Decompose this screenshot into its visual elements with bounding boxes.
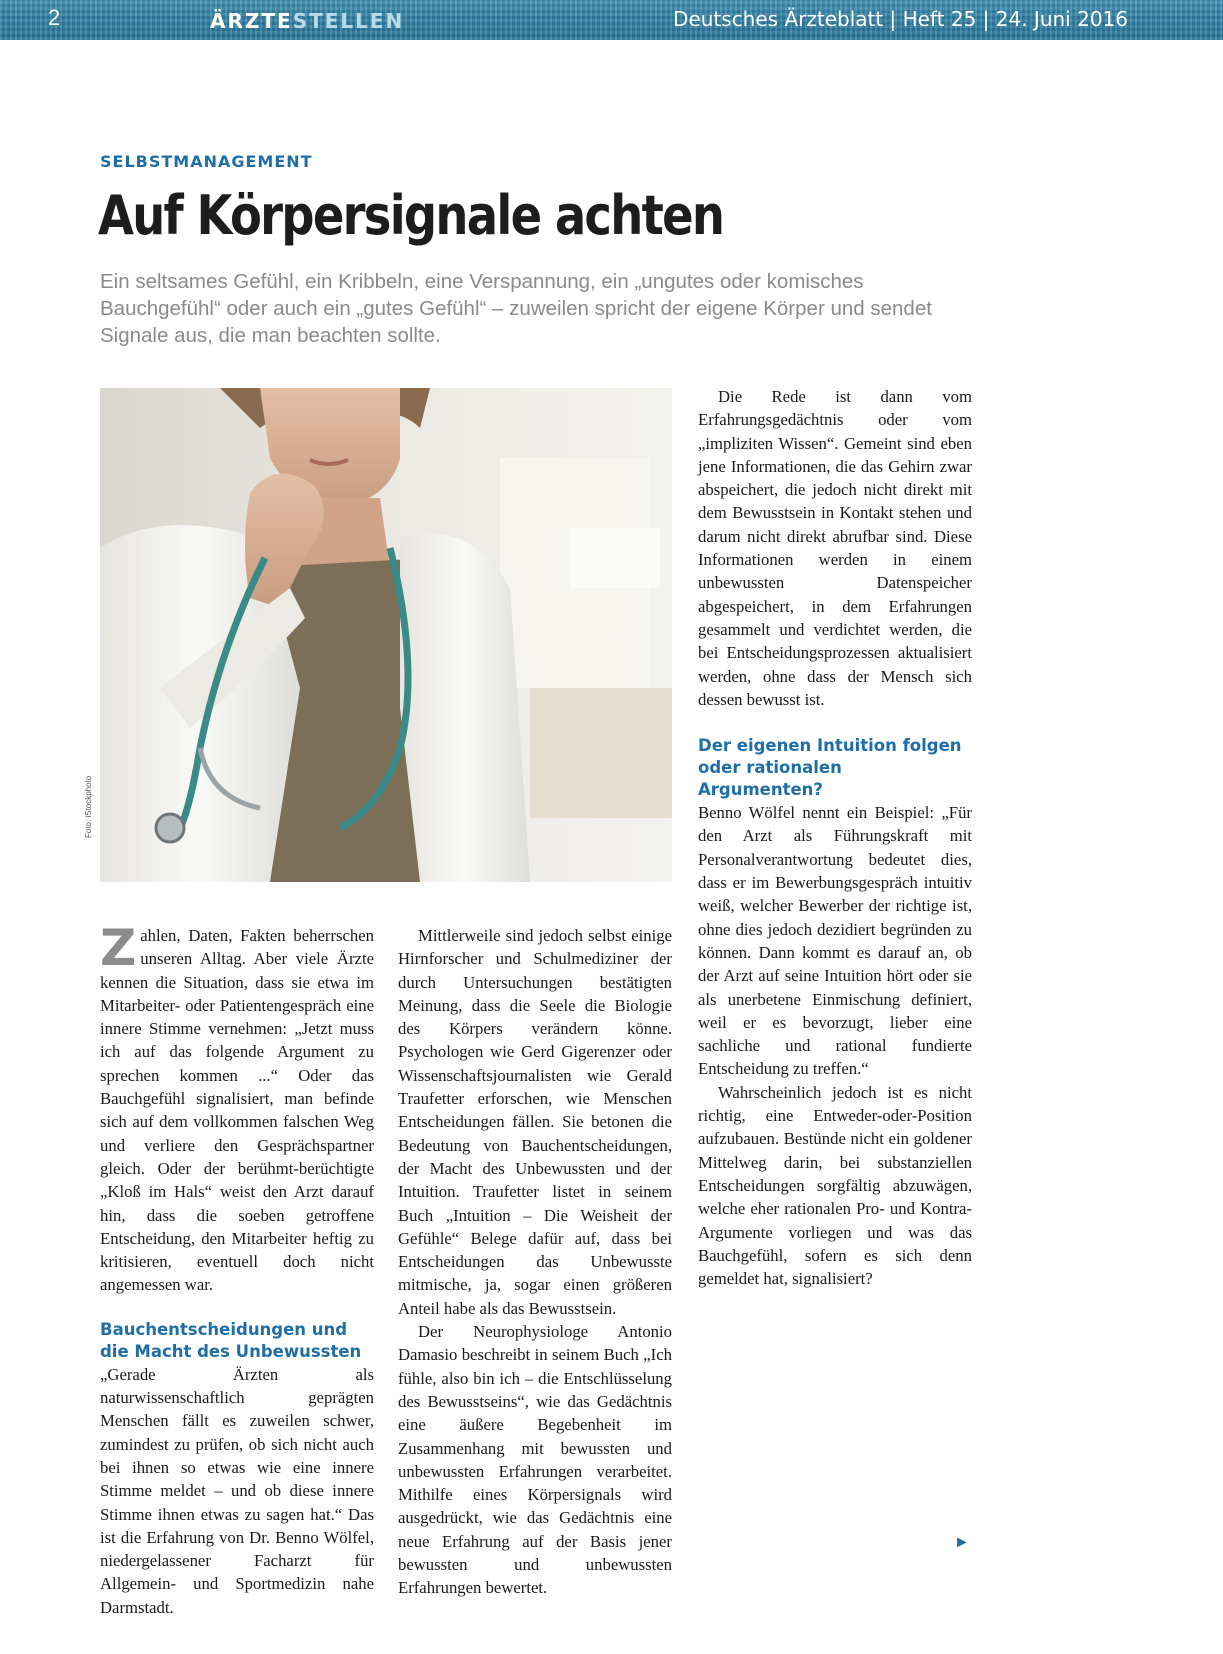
issue-info: Deutsches Ärzteblatt | Heft 25 | 24. Juni 2016: [673, 7, 1128, 31]
paragraph-2: „Gerade Ärzten als naturwissenschaftlich geprägten Menschen fällt es zuweilen schwer, zumindest zu prüfen, ob sich nicht auch bei ihnen so etwas wie eine innere Stimme meldet – und ob diese innere Stimme ihnen etwas zu sagen hat.“ Das ist die Erfahrung von Dr. Benno Wölfel, niedergelassener Facharzt für Allgemein- und Sportmedizin nahe Darmstadt.: [100, 1364, 374, 1617]
drop-cap: Z: [100, 919, 137, 977]
subheading-1: Bauchentscheidungen und die Macht des Unbewussten: [100, 1319, 362, 1361]
section-logo-part2: STELLEN: [292, 9, 405, 33]
paragraph-6: Benno Wölfel nennt ein Beispiel: „Für den Arzt als Führungskraft mit Personalverantwortung bedeutet dies, dass er im Bewerbungsgespräch intuitiv weiß, welcher Bewerber der richtige ist, ohne dies jedoch dezidiert begründen zu können. Dann kommt es darauf an, ob der Arzt auf seine Intuition hört oder sie als unerbetene Einmischung definiert, weil er es bevorzugt, lieber eine sachliche und rational fundierte Entscheidung zu treffen.“: [698, 803, 972, 1079]
subheading-2: Der eigenen Intuition folgen oder rationalen Argumenten?: [698, 736, 962, 800]
article-lead: Ein seltsames Gefühl, ein Kribbeln, eine Verspannung, ein „ungutes oder komisches Bauchgefühl“ oder auch ein „gutes Gefühl“ – zuweilen spricht der eigene Körper und sendet Signale aus, die man beachten sollte.: [100, 270, 932, 347]
section-logo-part1: ÄRZTE: [210, 9, 293, 33]
paragraph-3: Mittlerweile sind jedoch selbst einige Hirnforscher und Schulmediziner der durch Untersuchungen bestätigten Meinung, dass die Seele die Biologie des Körpers verändern könne. Psychologen wie Gerd Gigerenzer oder Wissenschaftsjournalisten wie Gerald Traufetter erforschen, wie Menschen Entscheidungen fällen. Sie betonen die Bedeutung von Bauchentscheidungen, der Macht des Unbewussten und der Intuition. Traufetter listet in seinem Buch „Intuition – Die Weisheit der Gefühle“ Belege dafür auf, dass bei Entscheidungen das Unbewusste mitmische, ja, sogar einen größeren Anteil habe als das Bewusstsein.: [398, 926, 672, 1318]
page-number: 2: [48, 5, 61, 30]
photo-credit: Foto: iStockphoto: [84, 775, 93, 838]
paragraph-1: [100, 919, 374, 1297]
paragraph-7: Wahrscheinlich jedoch ist es nicht richtig, eine Entweder-oder-Position aufzubauen. Bestünde nicht ein goldener Mittelweg darin, bei substanziellen Entscheidungen sorgfältig abzuwägen, welche eher rationalen Pro- und Kontra-Argumente vorliegen und was das Bauchgefühl, sofern es sich denn gemeldet hat, signalisiert?: [698, 1082, 972, 1289]
paragraph-4: Der Neurophysiologe Antonio Damasio beschreibt in seinem Buch „Ich fühle, also bin ich – die Entschlüsselung des Bewusstseins“, wie das Gedächtnis eine äußere Begebenheit im Zusammenhang mit bewussten und unbewussten Erfahrungen verarbeitet. Mithilfe eines Körpersignals wird ausgedrückt, wie das Gedächtnis eine neue Erfahrung auf der Basis jener bewussten und unbewussten Erfahrungen bewertet.: [398, 1322, 672, 1598]
page-header: [0, 0, 1223, 40]
article-title: Auf Körpersignale achten: [98, 184, 724, 247]
paragraph-1-text: ahlen, Daten, Fakten beherrschen unseren Alltag. Aber viele Ärzte kennen die Situation, dass sie etwa im Mitarbeiter- oder Patientengespräch eine innere Stimme vernehmen: „Jetzt muss ich auf das folgende Argument zu sprechen kommen ...“ Oder das Bauchgefühl signalisiert, man befinde sich auf dem vollkommen falschen Weg und verliere den Gesprächspartner gleich. Oder der berühmt-berüchtigte „Kloß im Hals“ weist den Arzt darauf hin, dass die soeben getroffene Entscheidung, den Mitarbeiter heftig zu kritisieren, eventuell doch nicht angemessen war.: [100, 926, 374, 1295]
paragraph-5: Die Rede ist dann vom Erfahrungsgedächtnis oder vom „impliziten Wissen“. Gemeint sind eben jene Informationen, die das Gehirn zwar abspeichert, die jedoch nicht direkt mit dem Bewusstsein in Kontakt stehen und darum nicht direkt abrufbar sind. Diese Informationen werden in einem unbewussten Datenspeicher abgespeichert, in dem Erfahrungen gesammelt und verdichtet werden, die bei Entscheidungsprozessen aktualisiert werden, ohne dass der Mensch sich dessen bewusst ist.: [698, 387, 972, 709]
section-logo: [210, 9, 404, 33]
column-1: [100, 919, 374, 1619]
article-photo: [100, 388, 672, 882]
continue-arrow-icon: ►: [954, 1534, 970, 1551]
column-3: [698, 385, 972, 1290]
column-2: [398, 924, 672, 1600]
article-kicker: SELBSTMANAGEMENT: [100, 152, 313, 171]
